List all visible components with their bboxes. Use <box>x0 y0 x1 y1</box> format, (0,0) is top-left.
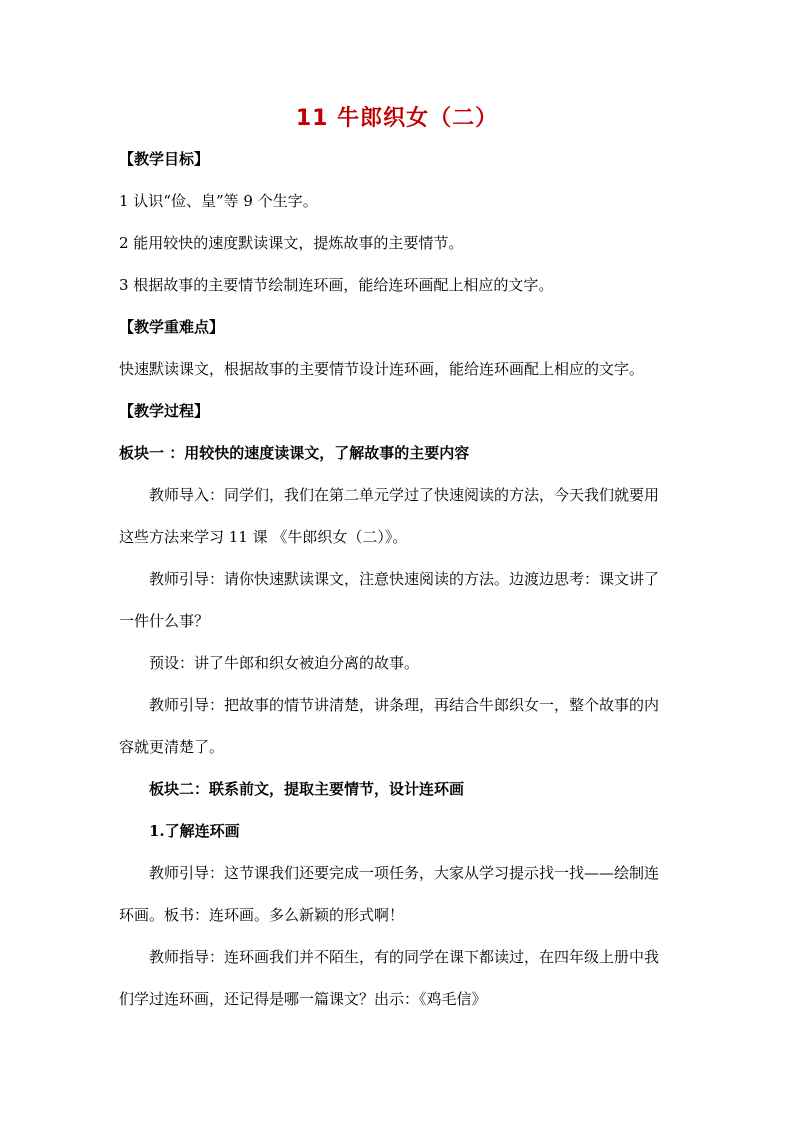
block1-heading: 板块一 ：用较快的速度读课文，了解故事的主要内容 <box>119 444 470 462</box>
paragraph-5-line-2: 环画。板书：连环画。多么新颖的形式啊！ <box>119 906 405 924</box>
paragraph-1-line-2: 这些方法来学习 11 课 《牛郎织女（二）》。 <box>119 528 408 546</box>
paragraph-2-line-1: 教师引导：请你快速默读课文，注意快速阅读的方法。边渡边思考：课文讲了 <box>149 570 660 588</box>
paragraph-6-line-2: 们学过连环画，还记得是哪一篇课文？出示：《鸡毛信》 <box>119 990 487 1008</box>
paragraph-4-line-2: 容就更清楚了。 <box>119 738 225 756</box>
keypoints-text: 快速默读课文，根据故事的主要情节设计连环画，能给连环画配上相应的文字。 <box>119 360 645 378</box>
objectives-heading: 【教学目标】 <box>119 150 210 168</box>
paragraph-6-line-1: 教师指导：连环画我们并不陌生，有的同学在课下都读过，在四年级上册中我 <box>149 948 660 966</box>
paragraph-3-line-1: 预设：讲了牛郎和织女被迫分离的故事。 <box>149 654 420 672</box>
process-heading: 【教学过程】 <box>119 402 210 420</box>
subheading-1: 1.了解连环画 <box>149 822 240 840</box>
paragraph-5-line-1: 教师引导：这节课我们还要完成一项任务，大家从学习提示找一找——绘制连 <box>149 864 660 882</box>
paragraph-1-line-1: 教师导入：同学们，我们在第二单元学过了快速阅读的方法，今天我们就要用 <box>149 486 660 504</box>
objective-item-3: 3 根据故事的主要情节绘制连环画，能给连环画配上相应的文字。 <box>119 276 554 294</box>
paragraph-4-line-1: 教师引导：把故事的情节讲清楚，讲条理，再结合牛郎织女一，整个故事的内 <box>149 696 660 714</box>
block2-heading: 板块二：联系前文，提取主要情节，设计连环画 <box>149 780 465 798</box>
objective-item-1: 1 认识“俭、皇”等 9 个生字。 <box>119 192 318 210</box>
paragraph-2-line-2: 一件什么事？ <box>119 612 210 630</box>
keypoints-heading: 【教学重难点】 <box>119 318 225 336</box>
page-title: 11 牛郎织女（二） <box>295 106 499 131</box>
objective-item-2: 2 能用较快的速度默读课文，提炼故事的主要情节。 <box>119 234 464 252</box>
